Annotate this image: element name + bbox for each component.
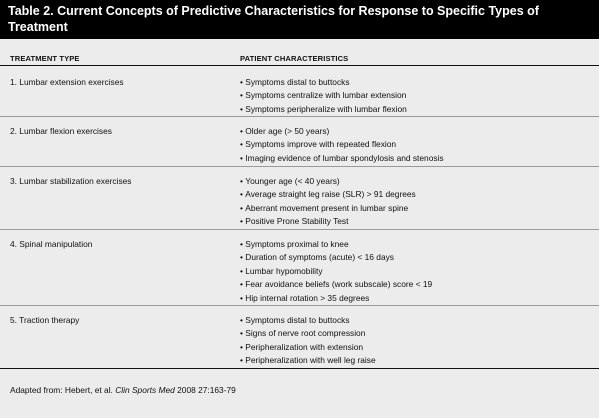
list-item: • Symptoms centralize with lumbar extension — [240, 89, 599, 102]
source-footnote — [10, 385, 236, 395]
characteristics-list — [0, 314, 599, 368]
footnote-suffix: 2008 27:163-79 — [174, 385, 236, 395]
table-row — [0, 230, 599, 306]
list-item: • Aberrant movement present in lumbar spine — [240, 202, 599, 215]
list-item: • Symptoms distal to buttocks — [240, 76, 599, 89]
table-row — [0, 117, 599, 167]
footnote-prefix: Adapted from: Hebert, et al. — [10, 385, 116, 395]
table-row — [0, 167, 599, 230]
table-body — [0, 66, 599, 369]
treatment-type-cell: 2. Lumbar flexion exercises — [10, 126, 112, 136]
treatment-type-cell: 5. Traction therapy — [10, 315, 80, 325]
list-item: • Positive Prone Stability Test — [240, 215, 599, 228]
list-item: • Symptoms proximal to knee — [240, 238, 599, 251]
treatment-type-header: TREATMENT TYPE — [10, 54, 80, 63]
treatment-type-cell: 4. Spinal manipulation — [10, 239, 93, 249]
list-item: • Duration of symptoms (acute) < 16 days — [240, 251, 599, 264]
list-item: • Average straight leg raise (SLR) > 91 degrees — [240, 188, 599, 201]
list-item: • Fear avoidance beliefs (work subscale) score < 19 — [240, 278, 599, 291]
treatment-type-cell: 1. Lumbar extension exercises — [10, 77, 124, 87]
list-item: • Symptoms improve with repeated flexion — [240, 138, 599, 151]
list-item: • Hip internal rotation > 35 degrees — [240, 292, 599, 305]
column-header-row — [0, 39, 599, 66]
list-item: • Signs of nerve root compression — [240, 327, 599, 340]
list-item: • Older age (> 50 years) — [240, 125, 599, 138]
list-item: • Lumbar hypomobility — [240, 265, 599, 278]
table-row — [0, 66, 599, 117]
list-item: • Imaging evidence of lumbar spondylosis and stenosis — [240, 152, 599, 165]
table-row — [0, 306, 599, 369]
list-item: • Peripheralization with well leg raise — [240, 354, 599, 367]
patient-characteristics-header: PATIENT CHARACTERISTICS — [240, 54, 349, 63]
table-title: Table 2. Current Concepts of Predictive Characteristics for Response to Specific Types of Treatment — [0, 0, 599, 39]
list-item: • Symptoms distal to buttocks — [240, 314, 599, 327]
treatment-type-cell: 3. Lumbar stabilization exercises — [10, 176, 132, 186]
list-item: • Symptoms peripheralize with lumbar flexion — [240, 103, 599, 116]
footnote-journal: Clin Sports Med — [115, 385, 175, 395]
list-item: • Younger age (< 40 years) — [240, 175, 599, 188]
list-item: • Peripheralization with extension — [240, 341, 599, 354]
